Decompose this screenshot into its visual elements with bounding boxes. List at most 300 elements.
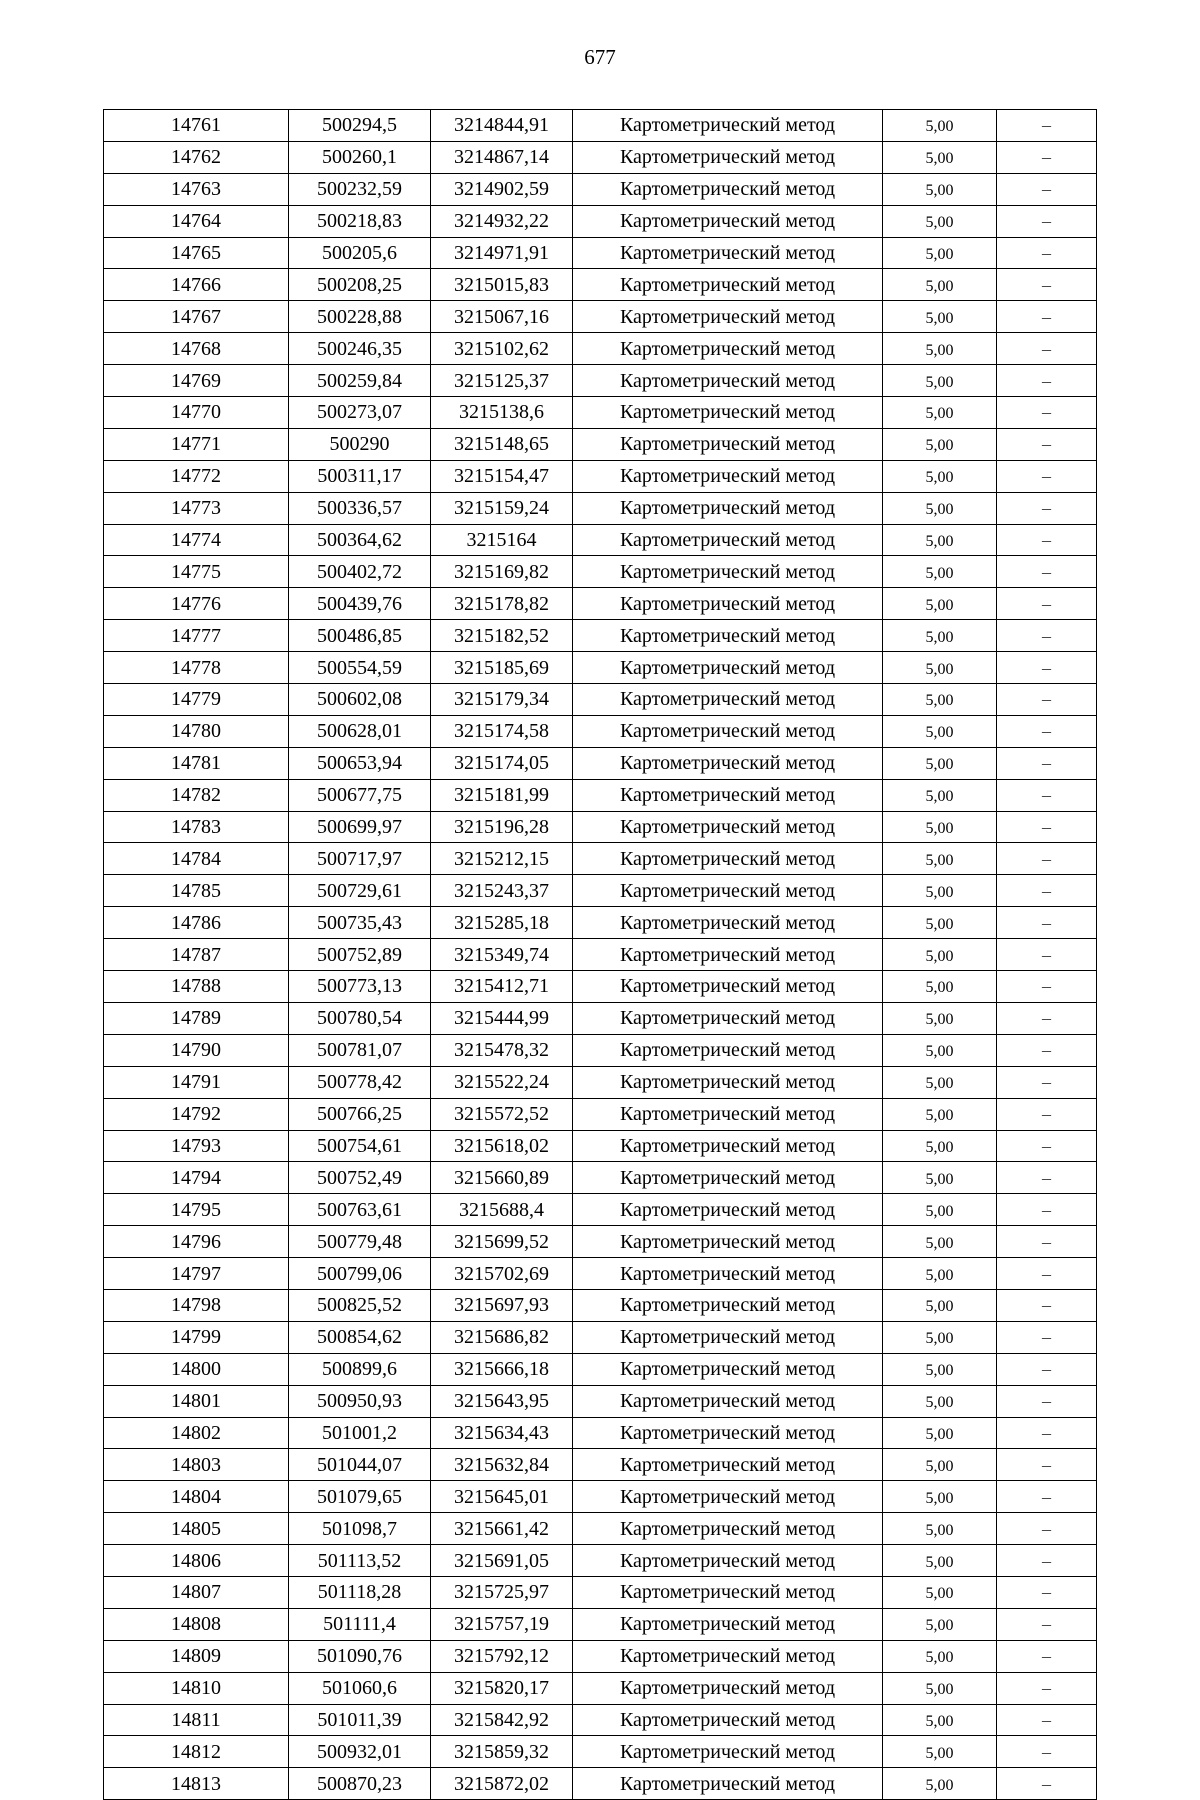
- table-row: [104, 1130, 1097, 1162]
- x-coordinate-cell: 500208,25: [289, 269, 431, 301]
- y-coordinate-cell: 3215699,52: [431, 1226, 573, 1258]
- y-coordinate-cell: 3215643,95: [431, 1385, 573, 1417]
- y-coordinate-cell: 3215015,83: [431, 269, 573, 301]
- description-cell: –: [997, 1417, 1097, 1449]
- x-coordinate-cell: 500364,62: [289, 524, 431, 556]
- accuracy-cell: 5,00: [883, 1321, 997, 1353]
- description-cell: –: [997, 365, 1097, 397]
- table-row: [104, 747, 1097, 779]
- method-cell: Картометрический метод: [573, 1481, 883, 1513]
- accuracy-cell: 5,00: [883, 875, 997, 907]
- table-row: [104, 1736, 1097, 1768]
- description-cell: –: [997, 715, 1097, 747]
- x-coordinate-cell: 500752,49: [289, 1162, 431, 1194]
- description-cell: –: [997, 428, 1097, 460]
- description-cell: –: [997, 939, 1097, 971]
- method-cell: Картометрический метод: [573, 1672, 883, 1704]
- point-number-cell: 14812: [104, 1736, 289, 1768]
- y-coordinate-cell: 3215872,02: [431, 1768, 573, 1800]
- table-row: [104, 301, 1097, 333]
- y-coordinate-cell: 3215148,65: [431, 428, 573, 460]
- point-number-cell: 14764: [104, 205, 289, 237]
- x-coordinate-cell: 501113,52: [289, 1545, 431, 1577]
- description-cell: –: [997, 397, 1097, 429]
- table-row: [104, 492, 1097, 524]
- table-row: [104, 428, 1097, 460]
- point-number-cell: 14792: [104, 1098, 289, 1130]
- accuracy-cell: 5,00: [883, 428, 997, 460]
- accuracy-cell: 5,00: [883, 1258, 997, 1290]
- y-coordinate-cell: 3215444,99: [431, 1002, 573, 1034]
- x-coordinate-cell: 501060,6: [289, 1672, 431, 1704]
- accuracy-cell: 5,00: [883, 843, 997, 875]
- point-number-cell: 14805: [104, 1513, 289, 1545]
- method-cell: Картометрический метод: [573, 1545, 883, 1577]
- y-coordinate-cell: 3215478,32: [431, 1034, 573, 1066]
- accuracy-cell: 5,00: [883, 1608, 997, 1640]
- point-number-cell: 14806: [104, 1545, 289, 1577]
- y-coordinate-cell: 3214844,91: [431, 110, 573, 142]
- x-coordinate-cell: 501001,2: [289, 1417, 431, 1449]
- method-cell: Картометрический метод: [573, 237, 883, 269]
- description-cell: –: [997, 1545, 1097, 1577]
- y-coordinate-cell: 3215138,6: [431, 397, 573, 429]
- accuracy-cell: 5,00: [883, 524, 997, 556]
- point-number-cell: 14790: [104, 1034, 289, 1066]
- y-coordinate-cell: 3215182,52: [431, 620, 573, 652]
- point-number-cell: 14775: [104, 556, 289, 588]
- description-cell: –: [997, 1353, 1097, 1385]
- table-row: [104, 811, 1097, 843]
- description-cell: –: [997, 333, 1097, 365]
- point-number-cell: 14762: [104, 141, 289, 173]
- method-cell: Картометрический метод: [573, 1640, 883, 1672]
- table-row: [104, 1034, 1097, 1066]
- description-cell: –: [997, 1194, 1097, 1226]
- description-cell: –: [997, 1576, 1097, 1608]
- accuracy-cell: 5,00: [883, 110, 997, 142]
- description-cell: –: [997, 460, 1097, 492]
- accuracy-cell: 5,00: [883, 779, 997, 811]
- accuracy-cell: 5,00: [883, 1289, 997, 1321]
- method-cell: Картометрический метод: [573, 1130, 883, 1162]
- x-coordinate-cell: 500486,85: [289, 620, 431, 652]
- description-cell: –: [997, 1640, 1097, 1672]
- method-cell: Картометрический метод: [573, 1768, 883, 1800]
- y-coordinate-cell: 3215349,74: [431, 939, 573, 971]
- method-cell: Картометрический метод: [573, 110, 883, 142]
- table-row: [104, 460, 1097, 492]
- point-number-cell: 14780: [104, 715, 289, 747]
- method-cell: Картометрический метод: [573, 492, 883, 524]
- x-coordinate-cell: 500273,07: [289, 397, 431, 429]
- accuracy-cell: 5,00: [883, 1768, 997, 1800]
- method-cell: Картометрический метод: [573, 907, 883, 939]
- x-coordinate-cell: 500752,89: [289, 939, 431, 971]
- accuracy-cell: 5,00: [883, 141, 997, 173]
- method-cell: Картометрический метод: [573, 1736, 883, 1768]
- point-number-cell: 14796: [104, 1226, 289, 1258]
- accuracy-cell: 5,00: [883, 1385, 997, 1417]
- method-cell: Картометрический метод: [573, 875, 883, 907]
- table-row: [104, 1704, 1097, 1736]
- x-coordinate-cell: 500628,01: [289, 715, 431, 747]
- method-cell: Картометрический метод: [573, 1066, 883, 1098]
- x-coordinate-cell: 500950,93: [289, 1385, 431, 1417]
- point-number-cell: 14777: [104, 620, 289, 652]
- table-row: [104, 1289, 1097, 1321]
- accuracy-cell: 5,00: [883, 588, 997, 620]
- accuracy-cell: 5,00: [883, 269, 997, 301]
- accuracy-cell: 5,00: [883, 333, 997, 365]
- description-cell: –: [997, 269, 1097, 301]
- y-coordinate-cell: 3215212,15: [431, 843, 573, 875]
- point-number-cell: 14799: [104, 1321, 289, 1353]
- accuracy-cell: 5,00: [883, 1353, 997, 1385]
- table-row: [104, 141, 1097, 173]
- point-number-cell: 14794: [104, 1162, 289, 1194]
- description-cell: –: [997, 1704, 1097, 1736]
- table-row: [104, 684, 1097, 716]
- accuracy-cell: 5,00: [883, 1449, 997, 1481]
- accuracy-cell: 5,00: [883, 1002, 997, 1034]
- x-coordinate-cell: 500402,72: [289, 556, 431, 588]
- point-number-cell: 14804: [104, 1481, 289, 1513]
- point-number-cell: 14771: [104, 428, 289, 460]
- accuracy-cell: 5,00: [883, 365, 997, 397]
- x-coordinate-cell: 500778,42: [289, 1066, 431, 1098]
- table-row: [104, 1768, 1097, 1800]
- description-cell: –: [997, 556, 1097, 588]
- y-coordinate-cell: 3215179,34: [431, 684, 573, 716]
- table-row: [104, 1226, 1097, 1258]
- x-coordinate-cell: 500311,17: [289, 460, 431, 492]
- point-number-cell: 14766: [104, 269, 289, 301]
- y-coordinate-cell: 3215645,01: [431, 1481, 573, 1513]
- y-coordinate-cell: 3215181,99: [431, 779, 573, 811]
- accuracy-cell: 5,00: [883, 1513, 997, 1545]
- method-cell: Картометрический метод: [573, 811, 883, 843]
- point-number-cell: 14795: [104, 1194, 289, 1226]
- accuracy-cell: 5,00: [883, 1034, 997, 1066]
- accuracy-cell: 5,00: [883, 397, 997, 429]
- description-cell: –: [997, 684, 1097, 716]
- description-cell: –: [997, 492, 1097, 524]
- accuracy-cell: 5,00: [883, 556, 997, 588]
- x-coordinate-cell: 500763,61: [289, 1194, 431, 1226]
- y-coordinate-cell: 3215185,69: [431, 652, 573, 684]
- accuracy-cell: 5,00: [883, 460, 997, 492]
- description-cell: –: [997, 843, 1097, 875]
- x-coordinate-cell: 500260,1: [289, 141, 431, 173]
- description-cell: –: [997, 141, 1097, 173]
- method-cell: Картометрический метод: [573, 1289, 883, 1321]
- accuracy-cell: 5,00: [883, 1545, 997, 1577]
- description-cell: –: [997, 173, 1097, 205]
- y-coordinate-cell: 3215757,19: [431, 1608, 573, 1640]
- description-cell: –: [997, 1162, 1097, 1194]
- accuracy-cell: 5,00: [883, 684, 997, 716]
- coordinates-table-body: [104, 110, 1097, 1800]
- accuracy-cell: 5,00: [883, 1226, 997, 1258]
- y-coordinate-cell: 3215725,97: [431, 1576, 573, 1608]
- description-cell: –: [997, 205, 1097, 237]
- method-cell: Картометрический метод: [573, 652, 883, 684]
- description-cell: –: [997, 811, 1097, 843]
- table-row: [104, 1002, 1097, 1034]
- x-coordinate-cell: 500290: [289, 428, 431, 460]
- table-row: [104, 1098, 1097, 1130]
- description-cell: –: [997, 1672, 1097, 1704]
- accuracy-cell: 5,00: [883, 747, 997, 779]
- description-cell: –: [997, 524, 1097, 556]
- table-row: [104, 652, 1097, 684]
- method-cell: Картометрический метод: [573, 1098, 883, 1130]
- table-row: [104, 556, 1097, 588]
- method-cell: Картометрический метод: [573, 524, 883, 556]
- description-cell: –: [997, 1066, 1097, 1098]
- point-number-cell: 14779: [104, 684, 289, 716]
- point-number-cell: 14797: [104, 1258, 289, 1290]
- coordinates-table: [103, 109, 1097, 1800]
- method-cell: Картометрический метод: [573, 1385, 883, 1417]
- x-coordinate-cell: 501111,4: [289, 1608, 431, 1640]
- x-coordinate-cell: 501044,07: [289, 1449, 431, 1481]
- point-number-cell: 14793: [104, 1130, 289, 1162]
- table-row: [104, 907, 1097, 939]
- accuracy-cell: 5,00: [883, 1736, 997, 1768]
- method-cell: Картометрический метод: [573, 1704, 883, 1736]
- table-row: [104, 1353, 1097, 1385]
- point-number-cell: 14809: [104, 1640, 289, 1672]
- accuracy-cell: 5,00: [883, 715, 997, 747]
- description-cell: –: [997, 301, 1097, 333]
- y-coordinate-cell: 3215792,12: [431, 1640, 573, 1672]
- method-cell: Картометрический метод: [573, 1194, 883, 1226]
- y-coordinate-cell: 3215154,47: [431, 460, 573, 492]
- method-cell: Картометрический метод: [573, 1353, 883, 1385]
- accuracy-cell: 5,00: [883, 1672, 997, 1704]
- description-cell: –: [997, 1449, 1097, 1481]
- y-coordinate-cell: 3215634,43: [431, 1417, 573, 1449]
- description-cell: –: [997, 1098, 1097, 1130]
- y-coordinate-cell: 3215820,17: [431, 1672, 573, 1704]
- table-row: [104, 779, 1097, 811]
- point-number-cell: 14769: [104, 365, 289, 397]
- x-coordinate-cell: 500870,23: [289, 1768, 431, 1800]
- x-coordinate-cell: 501090,76: [289, 1640, 431, 1672]
- accuracy-cell: 5,00: [883, 1130, 997, 1162]
- point-number-cell: 14776: [104, 588, 289, 620]
- description-cell: –: [997, 907, 1097, 939]
- table-row: [104, 173, 1097, 205]
- x-coordinate-cell: 500773,13: [289, 971, 431, 1003]
- point-number-cell: 14808: [104, 1608, 289, 1640]
- table-row: [104, 110, 1097, 142]
- accuracy-cell: 5,00: [883, 1576, 997, 1608]
- method-cell: Картометрический метод: [573, 684, 883, 716]
- y-coordinate-cell: 3215102,62: [431, 333, 573, 365]
- accuracy-cell: 5,00: [883, 811, 997, 843]
- x-coordinate-cell: 500677,75: [289, 779, 431, 811]
- table-row: [104, 1481, 1097, 1513]
- table-row: [104, 1672, 1097, 1704]
- description-cell: –: [997, 1385, 1097, 1417]
- table-row: [104, 971, 1097, 1003]
- method-cell: Картометрический метод: [573, 1608, 883, 1640]
- x-coordinate-cell: 500717,97: [289, 843, 431, 875]
- accuracy-cell: 5,00: [883, 1417, 997, 1449]
- description-cell: –: [997, 1321, 1097, 1353]
- y-coordinate-cell: 3215285,18: [431, 907, 573, 939]
- method-cell: Картометрический метод: [573, 1162, 883, 1194]
- method-cell: Картометрический метод: [573, 1449, 883, 1481]
- y-coordinate-cell: 3215697,93: [431, 1289, 573, 1321]
- description-cell: –: [997, 1481, 1097, 1513]
- point-number-cell: 14781: [104, 747, 289, 779]
- table-row: [104, 1321, 1097, 1353]
- method-cell: Картометрический метод: [573, 269, 883, 301]
- x-coordinate-cell: 501011,39: [289, 1704, 431, 1736]
- description-cell: –: [997, 652, 1097, 684]
- point-number-cell: 14800: [104, 1353, 289, 1385]
- y-coordinate-cell: 3215125,37: [431, 365, 573, 397]
- y-coordinate-cell: 3215702,69: [431, 1258, 573, 1290]
- description-cell: –: [997, 620, 1097, 652]
- accuracy-cell: 5,00: [883, 1194, 997, 1226]
- x-coordinate-cell: 500294,5: [289, 110, 431, 142]
- point-number-cell: 14801: [104, 1385, 289, 1417]
- table-row: [104, 1066, 1097, 1098]
- table-row: [104, 397, 1097, 429]
- x-coordinate-cell: 500246,35: [289, 333, 431, 365]
- method-cell: Картометрический метод: [573, 397, 883, 429]
- accuracy-cell: 5,00: [883, 173, 997, 205]
- description-cell: –: [997, 747, 1097, 779]
- table-row: [104, 1162, 1097, 1194]
- y-coordinate-cell: 3215196,28: [431, 811, 573, 843]
- table-row: [104, 269, 1097, 301]
- y-coordinate-cell: 3214867,14: [431, 141, 573, 173]
- point-number-cell: 14784: [104, 843, 289, 875]
- x-coordinate-cell: 500259,84: [289, 365, 431, 397]
- method-cell: Картометрический метод: [573, 1576, 883, 1608]
- table-row: [104, 1417, 1097, 1449]
- method-cell: Картометрический метод: [573, 173, 883, 205]
- method-cell: Картометрический метод: [573, 843, 883, 875]
- point-number-cell: 14788: [104, 971, 289, 1003]
- method-cell: Картометрический метод: [573, 365, 883, 397]
- y-coordinate-cell: 3215661,42: [431, 1513, 573, 1545]
- description-cell: –: [997, 588, 1097, 620]
- y-coordinate-cell: 3215067,16: [431, 301, 573, 333]
- description-cell: –: [997, 1736, 1097, 1768]
- y-coordinate-cell: 3214932,22: [431, 205, 573, 237]
- point-number-cell: 14798: [104, 1289, 289, 1321]
- point-number-cell: 14768: [104, 333, 289, 365]
- point-number-cell: 14767: [104, 301, 289, 333]
- table-row: [104, 1449, 1097, 1481]
- point-number-cell: 14810: [104, 1672, 289, 1704]
- point-number-cell: 14765: [104, 237, 289, 269]
- accuracy-cell: 5,00: [883, 237, 997, 269]
- x-coordinate-cell: 500218,83: [289, 205, 431, 237]
- y-coordinate-cell: 3215178,82: [431, 588, 573, 620]
- y-coordinate-cell: 3215522,24: [431, 1066, 573, 1098]
- x-coordinate-cell: 500825,52: [289, 1289, 431, 1321]
- table-row: [104, 1194, 1097, 1226]
- point-number-cell: 14783: [104, 811, 289, 843]
- point-number-cell: 14778: [104, 652, 289, 684]
- accuracy-cell: 5,00: [883, 1098, 997, 1130]
- description-cell: –: [997, 237, 1097, 269]
- table-row: [104, 1258, 1097, 1290]
- page-number: 677: [584, 45, 616, 69]
- table-row: [104, 237, 1097, 269]
- y-coordinate-cell: 3215174,05: [431, 747, 573, 779]
- y-coordinate-cell: 3215691,05: [431, 1545, 573, 1577]
- table-row: [104, 620, 1097, 652]
- point-number-cell: 14773: [104, 492, 289, 524]
- method-cell: Картометрический метод: [573, 620, 883, 652]
- accuracy-cell: 5,00: [883, 1704, 997, 1736]
- accuracy-cell: 5,00: [883, 620, 997, 652]
- x-coordinate-cell: 500232,59: [289, 173, 431, 205]
- x-coordinate-cell: 500780,54: [289, 1002, 431, 1034]
- point-number-cell: 14774: [104, 524, 289, 556]
- x-coordinate-cell: 500766,25: [289, 1098, 431, 1130]
- point-number-cell: 14807: [104, 1576, 289, 1608]
- description-cell: –: [997, 779, 1097, 811]
- y-coordinate-cell: 3214971,91: [431, 237, 573, 269]
- description-cell: –: [997, 1258, 1097, 1290]
- x-coordinate-cell: 500729,61: [289, 875, 431, 907]
- method-cell: Картометрический метод: [573, 333, 883, 365]
- accuracy-cell: 5,00: [883, 301, 997, 333]
- description-cell: –: [997, 971, 1097, 1003]
- accuracy-cell: 5,00: [883, 205, 997, 237]
- table-row: [104, 875, 1097, 907]
- point-number-cell: 14782: [104, 779, 289, 811]
- description-cell: –: [997, 1513, 1097, 1545]
- table-row: [104, 1545, 1097, 1577]
- x-coordinate-cell: 501118,28: [289, 1576, 431, 1608]
- method-cell: Картометрический метод: [573, 301, 883, 333]
- point-number-cell: 14813: [104, 1768, 289, 1800]
- accuracy-cell: 5,00: [883, 939, 997, 971]
- description-cell: –: [997, 1034, 1097, 1066]
- table-row: [104, 1385, 1097, 1417]
- y-coordinate-cell: 3215666,18: [431, 1353, 573, 1385]
- point-number-cell: 14772: [104, 460, 289, 492]
- accuracy-cell: 5,00: [883, 1066, 997, 1098]
- method-cell: Картометрический метод: [573, 556, 883, 588]
- point-number-cell: 14761: [104, 110, 289, 142]
- accuracy-cell: 5,00: [883, 652, 997, 684]
- method-cell: Картометрический метод: [573, 1226, 883, 1258]
- x-coordinate-cell: 500205,6: [289, 237, 431, 269]
- x-coordinate-cell: 500781,07: [289, 1034, 431, 1066]
- x-coordinate-cell: 500754,61: [289, 1130, 431, 1162]
- x-coordinate-cell: 500899,6: [289, 1353, 431, 1385]
- x-coordinate-cell: 500735,43: [289, 907, 431, 939]
- table-row: [104, 205, 1097, 237]
- description-cell: –: [997, 1002, 1097, 1034]
- table-row: [104, 1513, 1097, 1545]
- table-row: [104, 843, 1097, 875]
- method-cell: Картометрический метод: [573, 588, 883, 620]
- x-coordinate-cell: 500932,01: [289, 1736, 431, 1768]
